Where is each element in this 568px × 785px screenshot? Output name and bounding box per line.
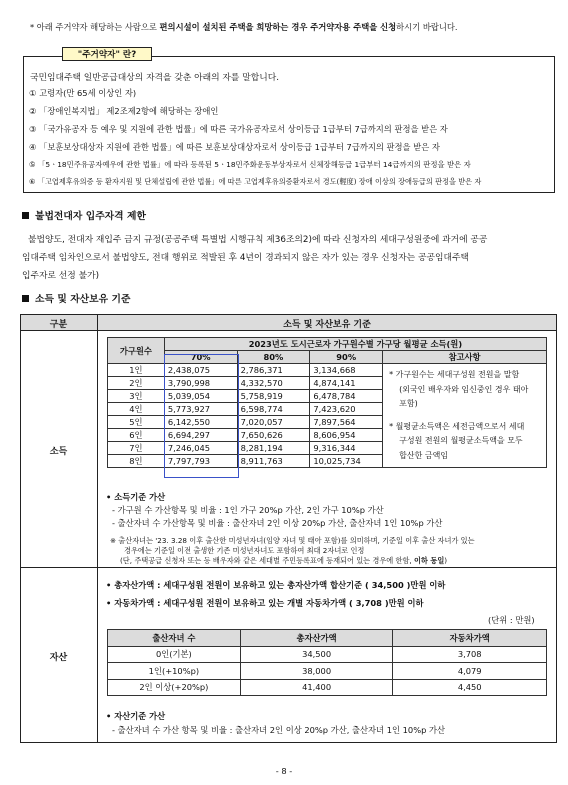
income-reference-notes: * 가구원수는 세대구성원 전원을 말함 (외국인 배우자와 임신중인 경우 태아 포함) * 월평균소득액은 세전금액으로서 세대 구성원 전원의 월평균소득액을 모두 합산한 금액임 <box>383 364 547 468</box>
asset-addition-title: • 자산기준 가산 <box>106 711 166 721</box>
table-row: 7인 7,246,045 8,281,194 9,316,344 <box>108 442 547 455</box>
elderly-item: ③ 「국가유공자 등 예우 및 지원에 관한 법률」에 따른 국가유공자로서 상이등급 1급부터 7급까지의 판정을 받은 자 <box>29 124 448 134</box>
col-80: 80% <box>237 351 310 364</box>
asset-total-line: • 총자산가액 : 세대구성원 전원이 보유하고 있는 총자산가액 합산기준 ( 34,500 )만원 이하 <box>106 580 446 590</box>
section1-body-line: 임대주택 임차인으로서 불법양도, 전대 행위로 적발된 후 4년이 경과되지 않은 자가 있는 경우 신청자는 공공임대주택 <box>22 253 469 263</box>
elderly-item: ② 「장애인복지법」 제2조제2항에 해당하는 장애인 <box>29 106 219 116</box>
page-number: - 8 - <box>275 766 293 776</box>
intro-line: * 아래 주거약자 해당하는 사람으로 편의시설이 설치된 주택을 희망하는 경우 주거약자용 주택을 신청하시기 바랍니다. <box>30 22 458 32</box>
section-illegal-sublet-title: 불법전대자 입주자격 제한 <box>22 208 146 222</box>
asset-addition-line: - 출산자녀 수 가산 항목 및 비율 : 출산자녀 2인 이상 20%p 가산, 출산자녀 1인 10%p 가산 <box>112 725 446 735</box>
elderly-box-lead: 국민임대주택 일반공급대상의 자격을 갖춘 아래의 자를 말합니다. <box>30 73 280 83</box>
row-label-asset: 자산 <box>49 653 68 663</box>
table-row: 3인 5,039,054 5,758,919 6,478,784 <box>108 390 547 403</box>
table-row: 8인 7,797,793 8,911,763 10,025,734 <box>108 455 547 468</box>
income-note-line: 경우에는 기준일 이전 출생한 기존 미성년자녀도 포함하여 최대 2자녀로 인정 <box>124 546 365 555</box>
asset-car-line: • 자동차가액 : 세대구성원 전원이 보유하고 있는 개별 자동차가액 ( 3,708 )만원 이하 <box>106 598 424 608</box>
table-row: 0인(기본) 34,500 3,708 <box>108 646 547 663</box>
col-90: 90% <box>310 351 383 364</box>
table-row: 2인 3,790,998 4,332,570 4,874,141 <box>108 377 547 390</box>
income-group-header: 2023년도 도시근로자 가구원수별 가구당 월평균 소득(원) <box>164 338 546 351</box>
square-bullet-icon <box>22 212 29 219</box>
household-header: 가구원수 <box>108 338 165 364</box>
table-row: 4인 5,773,927 6,598,774 7,423,620 <box>108 403 547 416</box>
section1-body-line: 불법양도, 전대자 재입주 금지 규정(공공주택 특별법 시행규칙 제36조의2)에 따라 신청자의 세대구성원중에 과거에 공공 <box>28 235 488 245</box>
elderly-item: ⑤ 「5ㆍ18민주유공자예우에 관한 법률」에 따라 등록된 5ㆍ18민주화운동부상자로서 신체장해등급 1급부터 14급까지의 판정을 받은 자 <box>29 160 471 169</box>
table-row: 5인 6,142,550 7,020,057 7,897,564 <box>108 416 547 429</box>
main-table-divider <box>97 314 98 743</box>
asset-unit: (단위 : 만원) <box>488 615 535 625</box>
income-addition-line: - 가구원 수 가산항목 및 비율 : 1인 가구 20%p 가산, 2인 가구 10%p 가산 <box>112 505 384 515</box>
asset-col-total: 총자산가액 <box>240 630 393 647</box>
row-label-income: 소득 <box>49 447 68 457</box>
asset-col-children: 출산자녀 수 <box>108 630 241 647</box>
section1-body-line: 입주자로 선정 불가) <box>22 271 100 281</box>
col-header-type: 구분 <box>49 320 68 330</box>
elderly-box-label: "주거약자" 란? <box>62 47 152 61</box>
asset-table <box>107 629 547 696</box>
asset-col-car: 자동차가액 <box>393 630 547 647</box>
elderly-item: ④ 「보훈보상대상자 지원에 관한 법률」에 따른 보훈보상대상자로서 상이등급 1급부터 7급까지의 판정을 받은 자 <box>29 142 440 152</box>
table-row: 1인 2,438,075 2,786,371 3,134,668 * 가구원수는 세대구성원 전원을 말함 (외국인 배우자와 임신중인 경우 태아 포함) * 월평균소득액은 세전금액으로서 세대 구성원 전원의 월평균소득액을 모두 합산한 금액임 <box>108 364 547 377</box>
highlight-70-column <box>164 354 239 478</box>
ref-header: 참고사항 <box>383 351 547 364</box>
income-addition-title: • 소득기준 가산 <box>106 492 166 502</box>
elderly-item: ⑥ 「고엽제후유의증 등 환자지원 및 단체설립에 관한 법률」에 따른 고엽제후유의증환자로서 경도(輕度) 장애 이상의 장애등급의 판정을 받은 자 <box>29 177 482 186</box>
table-row: 1인(+10%p) 38,000 4,079 <box>108 663 547 680</box>
elderly-item: ① 고령자(만 65세 이상인 자) <box>29 88 137 98</box>
income-note-paren: (단, 주택공급 신청자 또는 등 배우자와 같은 세대별 주민등록표에 등재되어 있는 경우에 한함, 이하 동일) <box>120 556 448 565</box>
section-income-asset-title: 소득 및 자산보유 기준 <box>22 291 130 305</box>
table-row: 6인 6,694,297 7,650,626 8,606,954 <box>108 429 547 442</box>
col-70: 70% <box>164 351 237 364</box>
income-note-line: ※ 출산자녀는 '23. 3.28 이후 출산한 미성년자녀(임양 자녀 및 태아 포함)를 의미하며, 기준일 이후 출산 자녀가 있는 <box>110 536 475 545</box>
table-row: 2인 이상(+20%p) 41,400 4,450 <box>108 679 547 696</box>
income-addition-line: - 출산자녀 수 가산항목 및 비율 : 출산자녀 2인 이상 20%p 가산, 출산자녀 1인 10%p 가산 <box>112 518 443 528</box>
col-header-criteria: 소득 및 자산보유 기준 <box>283 320 371 330</box>
square-bullet-icon <box>22 295 29 302</box>
main-table-row-divider <box>20 567 557 568</box>
